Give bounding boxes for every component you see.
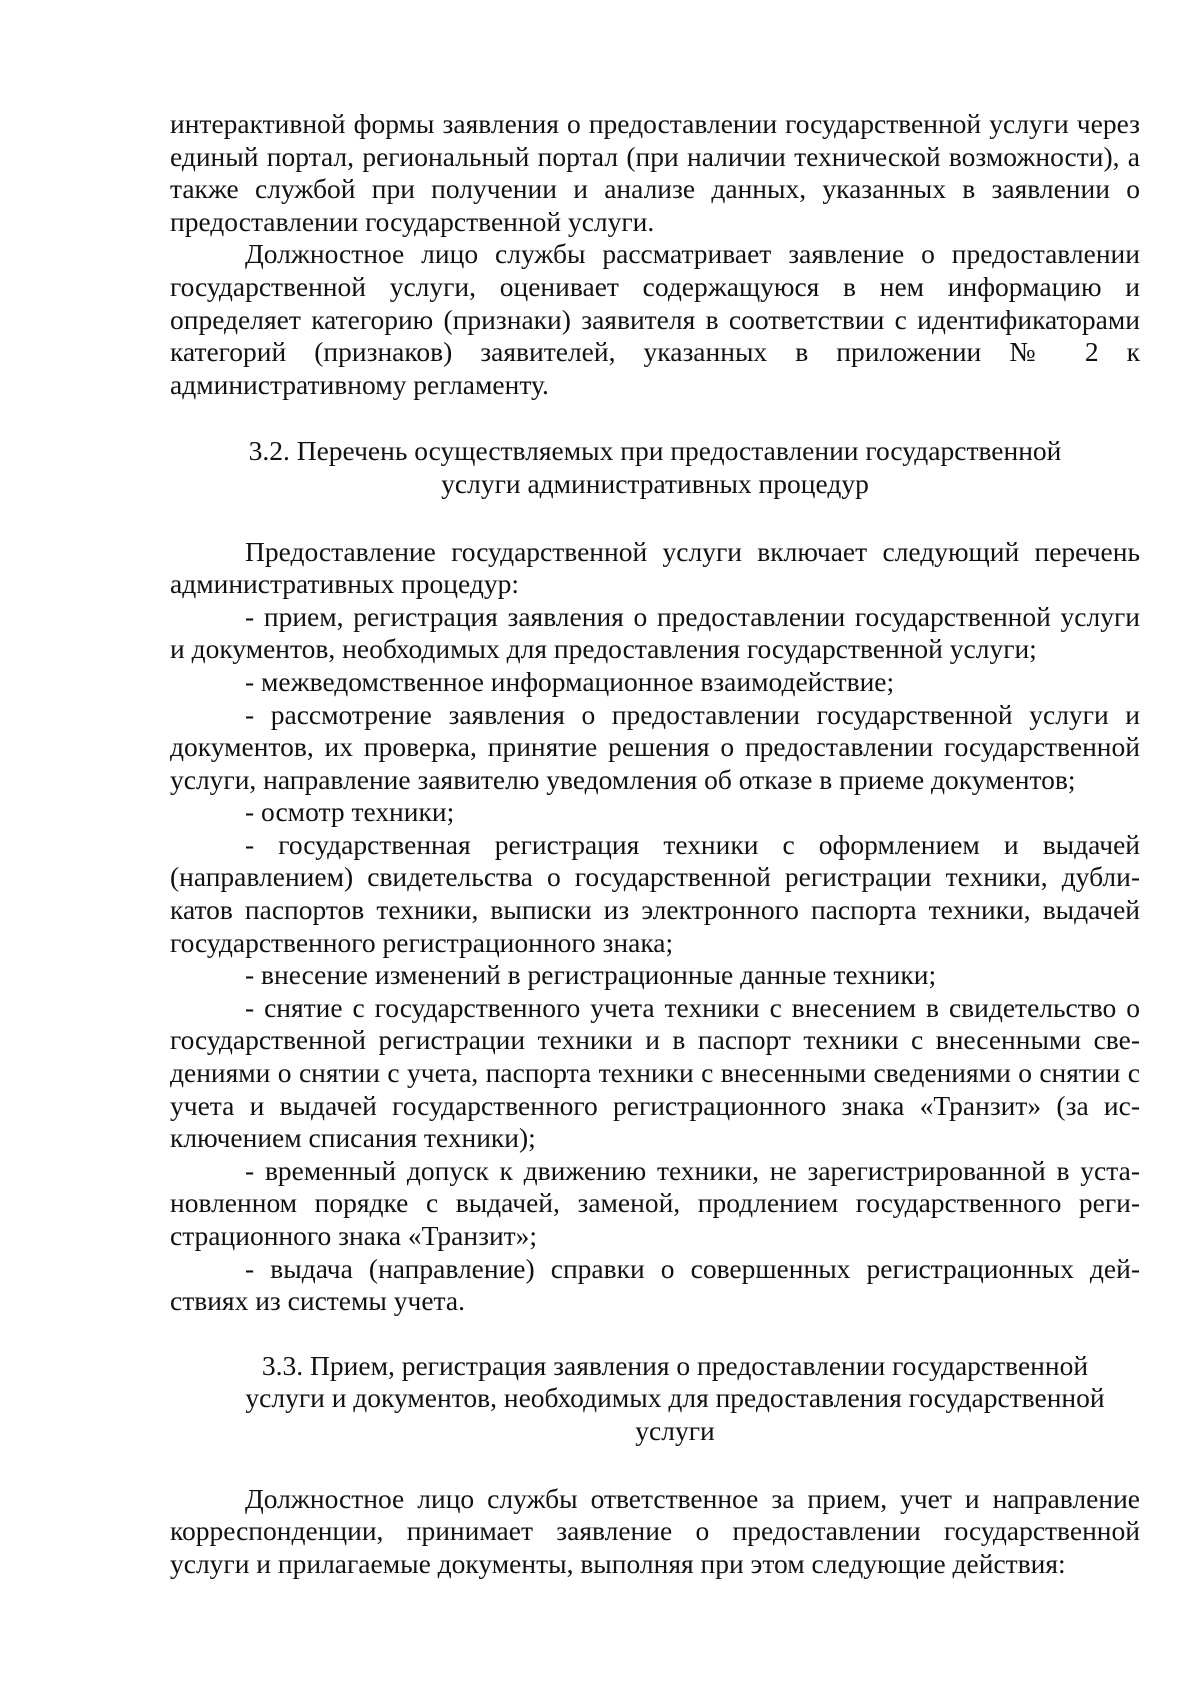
paragraph-category-review: Должностное лицо службы рассматривает заявление о предоставлении государственной услуги, оценивает содержащуюся в нем информацию и определяет категорию (признаки) заявителя в соответствии с идентификаторами категорий (признаков) заявителей, указанных в приложении № 2 к административному регламенту. xyxy=(170,238,1140,400)
section-heading-3-3-line1: 3.3. Прием, регистрация заявления о предоставлении государственной xyxy=(261,1349,1089,1381)
procedure-list-item: - выдача (направление) справки о совершенных регистрационных действиях из системы учета. xyxy=(170,1252,1140,1317)
section-heading-3-2 xyxy=(170,435,1140,500)
procedure-list-item: - государственная регистрация техники с оформлением и выдачей (направлением) свидетельства о государственной регистрации техники, дубликатов паспортов техники, выписки из электронного паспорта техники, выдачей государственного регистрационного знака; xyxy=(170,828,1140,958)
procedure-list-item: - межведомственное информационное взаимодействие; xyxy=(245,665,895,697)
section-heading-3-3 xyxy=(170,1350,1140,1448)
section-heading-3-3-line3: услуги xyxy=(635,1414,715,1446)
paragraph-continuation: интерактивной формы заявления о предоставлении государственной услуги через единый портал, региональный портал (при наличии технической возможности), а также службой при получении и анализе данных, указанных в заявлении о предоставлении государственной услуги. xyxy=(170,108,1140,237)
document-page xyxy=(170,108,1140,1580)
section-heading-3-2-line1: 3.2. Перечень осуществляемых при предоставлении государственной xyxy=(248,435,1062,467)
section-3-2-intro: Предоставление государственной услуги включает следующий перечень административных процедур: xyxy=(170,535,1140,600)
procedure-list-item: - осмотр техники; xyxy=(245,796,455,828)
section-heading-3-2-line2: услуги административных процедур xyxy=(441,467,869,499)
section-heading-3-3-line2: услуги и документов, необходимых для предоставления государственной xyxy=(245,1382,1105,1414)
procedure-list-item: - снятие с государственного учета техники с внесением в свидетельство о государственной регистрации техники и в паспорт техники с внесенными сведениями о снятии с учета, паспорта техники с внесенными сведениями о снятии с учета и выдачей государственного регистрационного знака «Транзит» (за исключением списания техники); xyxy=(170,991,1140,1154)
section-3-3-intro: Должностное лицо службы ответственное за прием, учет и направление корреспонденции, принимает заявление о предоставлении государственной услуги и прилагаемые документы, выполняя при этом следующие действия: xyxy=(170,1482,1140,1579)
procedure-list-item: - внесение изменений в регистрационные данные техники; xyxy=(245,959,937,991)
procedure-list-item: - временный допуск к движению техники, не зарегистрированной в установленном порядке с выдачей, заменой, продлением государственного регистрационного знака «Транзит»; xyxy=(170,1154,1140,1251)
procedure-list-item: - прием, регистрация заявления о предоставлении государственной услуги и документов, необходимых для предоставления государственной услуги; xyxy=(170,600,1140,665)
procedure-list-item: - рассмотрение заявления о предоставлении государственной услуги и документов, их проверка, принятие решения о предоставлении государственной услуги, направление заявителю уведомления об отказе в приеме документов; xyxy=(170,698,1140,795)
